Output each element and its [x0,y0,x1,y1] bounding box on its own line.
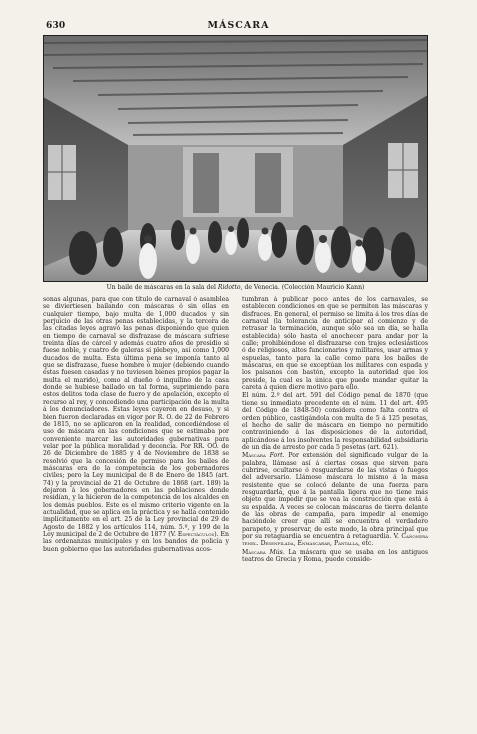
caption-italic-text: Ridotto [217,284,241,291]
paragraph [242,549,428,564]
paragraph [242,452,428,547]
running-title: MÁSCARA [207,20,270,31]
entry-heading: Máscara [242,548,266,556]
figure-caption [43,284,428,291]
text-run: La máscara que se usaba en los antiguos teatros de Grecia y Roma, puede conside- [242,548,428,564]
entry-abbreviation: Mús. [265,548,285,556]
text-run: sonas algunas, para que con título de carnaval ó asamblea se diviertiesen bailando con máscaras ó sin ellas en cualquier tiempo, bajo multa de 1,000 ducados y sin perjuicio de las otras penas establecidas, y la tercera de las citadas leyes agravó las penas disponiendo que quien en tiempo de carnaval se disfrazase de máscara sufriese treinta días de cárcel y además cuatro años de presidio si fuese noble, y cuatro de galeras si plebeyo, así como 1,000 ducados de multa. Esta última pena se imponía tanto al que se disfrazase, fuese hombre ó mujer (debiendo cuando éstas fuesen casadas y no tuviesen bienes propios pagar la multa el marido), como al dueño ó inquilino de la casa donde se hubiese bailado en tal forma, suprimiendo para estos delitos toda clase de fuero y de apelación, excepto el recurso al rey, y concediendo una participación de la multa á los denunciadores. Estas leyes cayeron en desuso, y si bien fueron declaradas en vigor por R. O. de 22 de Febrero de 1815, no se aplicaron en la realidad, concediéndose el uso de máscara en las condiciones que se estimaba por conveniente marcar las autoridades gubernativas para velar por la pública moralidad y decencia. Por RR. OO. de 26 de Diciembre de 1885 y 4 de Noviembre de 1838 se resolvió que la concesión de permiso para los bailes de máscaras era de la competencia de los gobernadores civiles; pero la Ley municipal de 8 de Enero de 1845 (art. 74) y la provincial de 21 de Octubre de 1868 (art. 189) la dejaron á los gobernadores en las poblaciones donde residían, y la hicieron de la competencia de los alcaldes en los demás pueblos. Este es el mismo criterio vigente en la actualidad, que se aplica en la práctica y se halla contenido implícitamente en el art. 25 de la Ley provincial de 29 de Agosto de 1882 y los artículos 114, núm. 5.º, y 199 de la Ley municipal de 2 de Octubre de 1877 (V. [43,296,229,538]
caption-text-rest: , de Venecia. (Colección Mauricio Kann) [240,284,365,291]
entry-heading: Máscara [242,452,266,460]
text-run: El núm. 2.º del art. 591 del Código penal de 1870 (que tiene su inmediato precedente en el núm. 11 del art. 495 del Código de 1848-50) considera como falta contra el orden público, castigándola con multa de 5 á 125 pesetas, el hecho de salir de máscara en tiempo no permitido contraviniendo á las disposiciones de la autoridad, aplicándose á los insolventes la responsabilidad subsidiaria de un día de arresto por cada 5 pesetas (art. 621). [242,392,428,451]
text-run: , etc. [358,540,374,548]
left-column [43,296,229,696]
paragraph [242,296,428,391]
cross-reference: Cañonera tenel. Desenfilada, Enmascarar, Pantalla [242,533,428,548]
caption-text: Un baile de máscaras en la sala del [106,284,218,291]
right-column [242,296,428,696]
page-number: 630 [46,21,66,31]
paragraph [43,296,229,553]
ballroom-engraving [43,35,428,282]
text-run: tumbran á publicar poco antes de los carnavales, se establecen condiciones en que se permiten las máscaras y disfraces. En general, el permiso se limita á los tres días de carnaval (la tolerancia de anticipar el comienzo y de retrasar la terminación, aunque sólo sea un día, se halla establecida) sólo hasta el anochecer para andar por la calle; prohibiéndose el disfrazarse con trajes eclesiásticos ó de religiosos, altos funcionarios y militares, usar armas y espuelas, tanto para la calle como para los bailes de máscaras, en que se exceptúan los militares con espada y los paisanos con bastón, excepto la autoridad que los preside, la cual es la única que puede mandar quitar la careta á quien diere motivo para ello. [242,296,428,392]
cross-reference: Espectáculos [177,531,215,538]
paragraph [242,392,428,451]
entry-abbreviation: Fort. [265,452,285,460]
text-run: Por extensión del significado vulgar de la palabra, llámase así á ciertas cosas que sirven para cubrirse, ocultarse ó resguardarse de las vistas ó fuegos del adversario. Llámose máscara lo mismo á la masa resistente que se colocó delante de una fuerza para resguardarla, que á la pantalla ligera que no tiene más objeto que impedir que se vea la construcción que está á su espalda. A veces se colocan máscaras de tierra delante de las obras de campaña, para impedir al enemigo haciéndole creer que allí se encuentra el verdadero parapeto, y preservar, de este modo, la obra principal que por su retaguardia se encuentra á retaguardia. V. [242,452,428,540]
ballroom-engraving-art [43,35,428,282]
text-run: ). En las ordenanzas municipales y en los bandos de policía y buen gobierno que las autoridades gubernativas acos- [43,531,229,553]
